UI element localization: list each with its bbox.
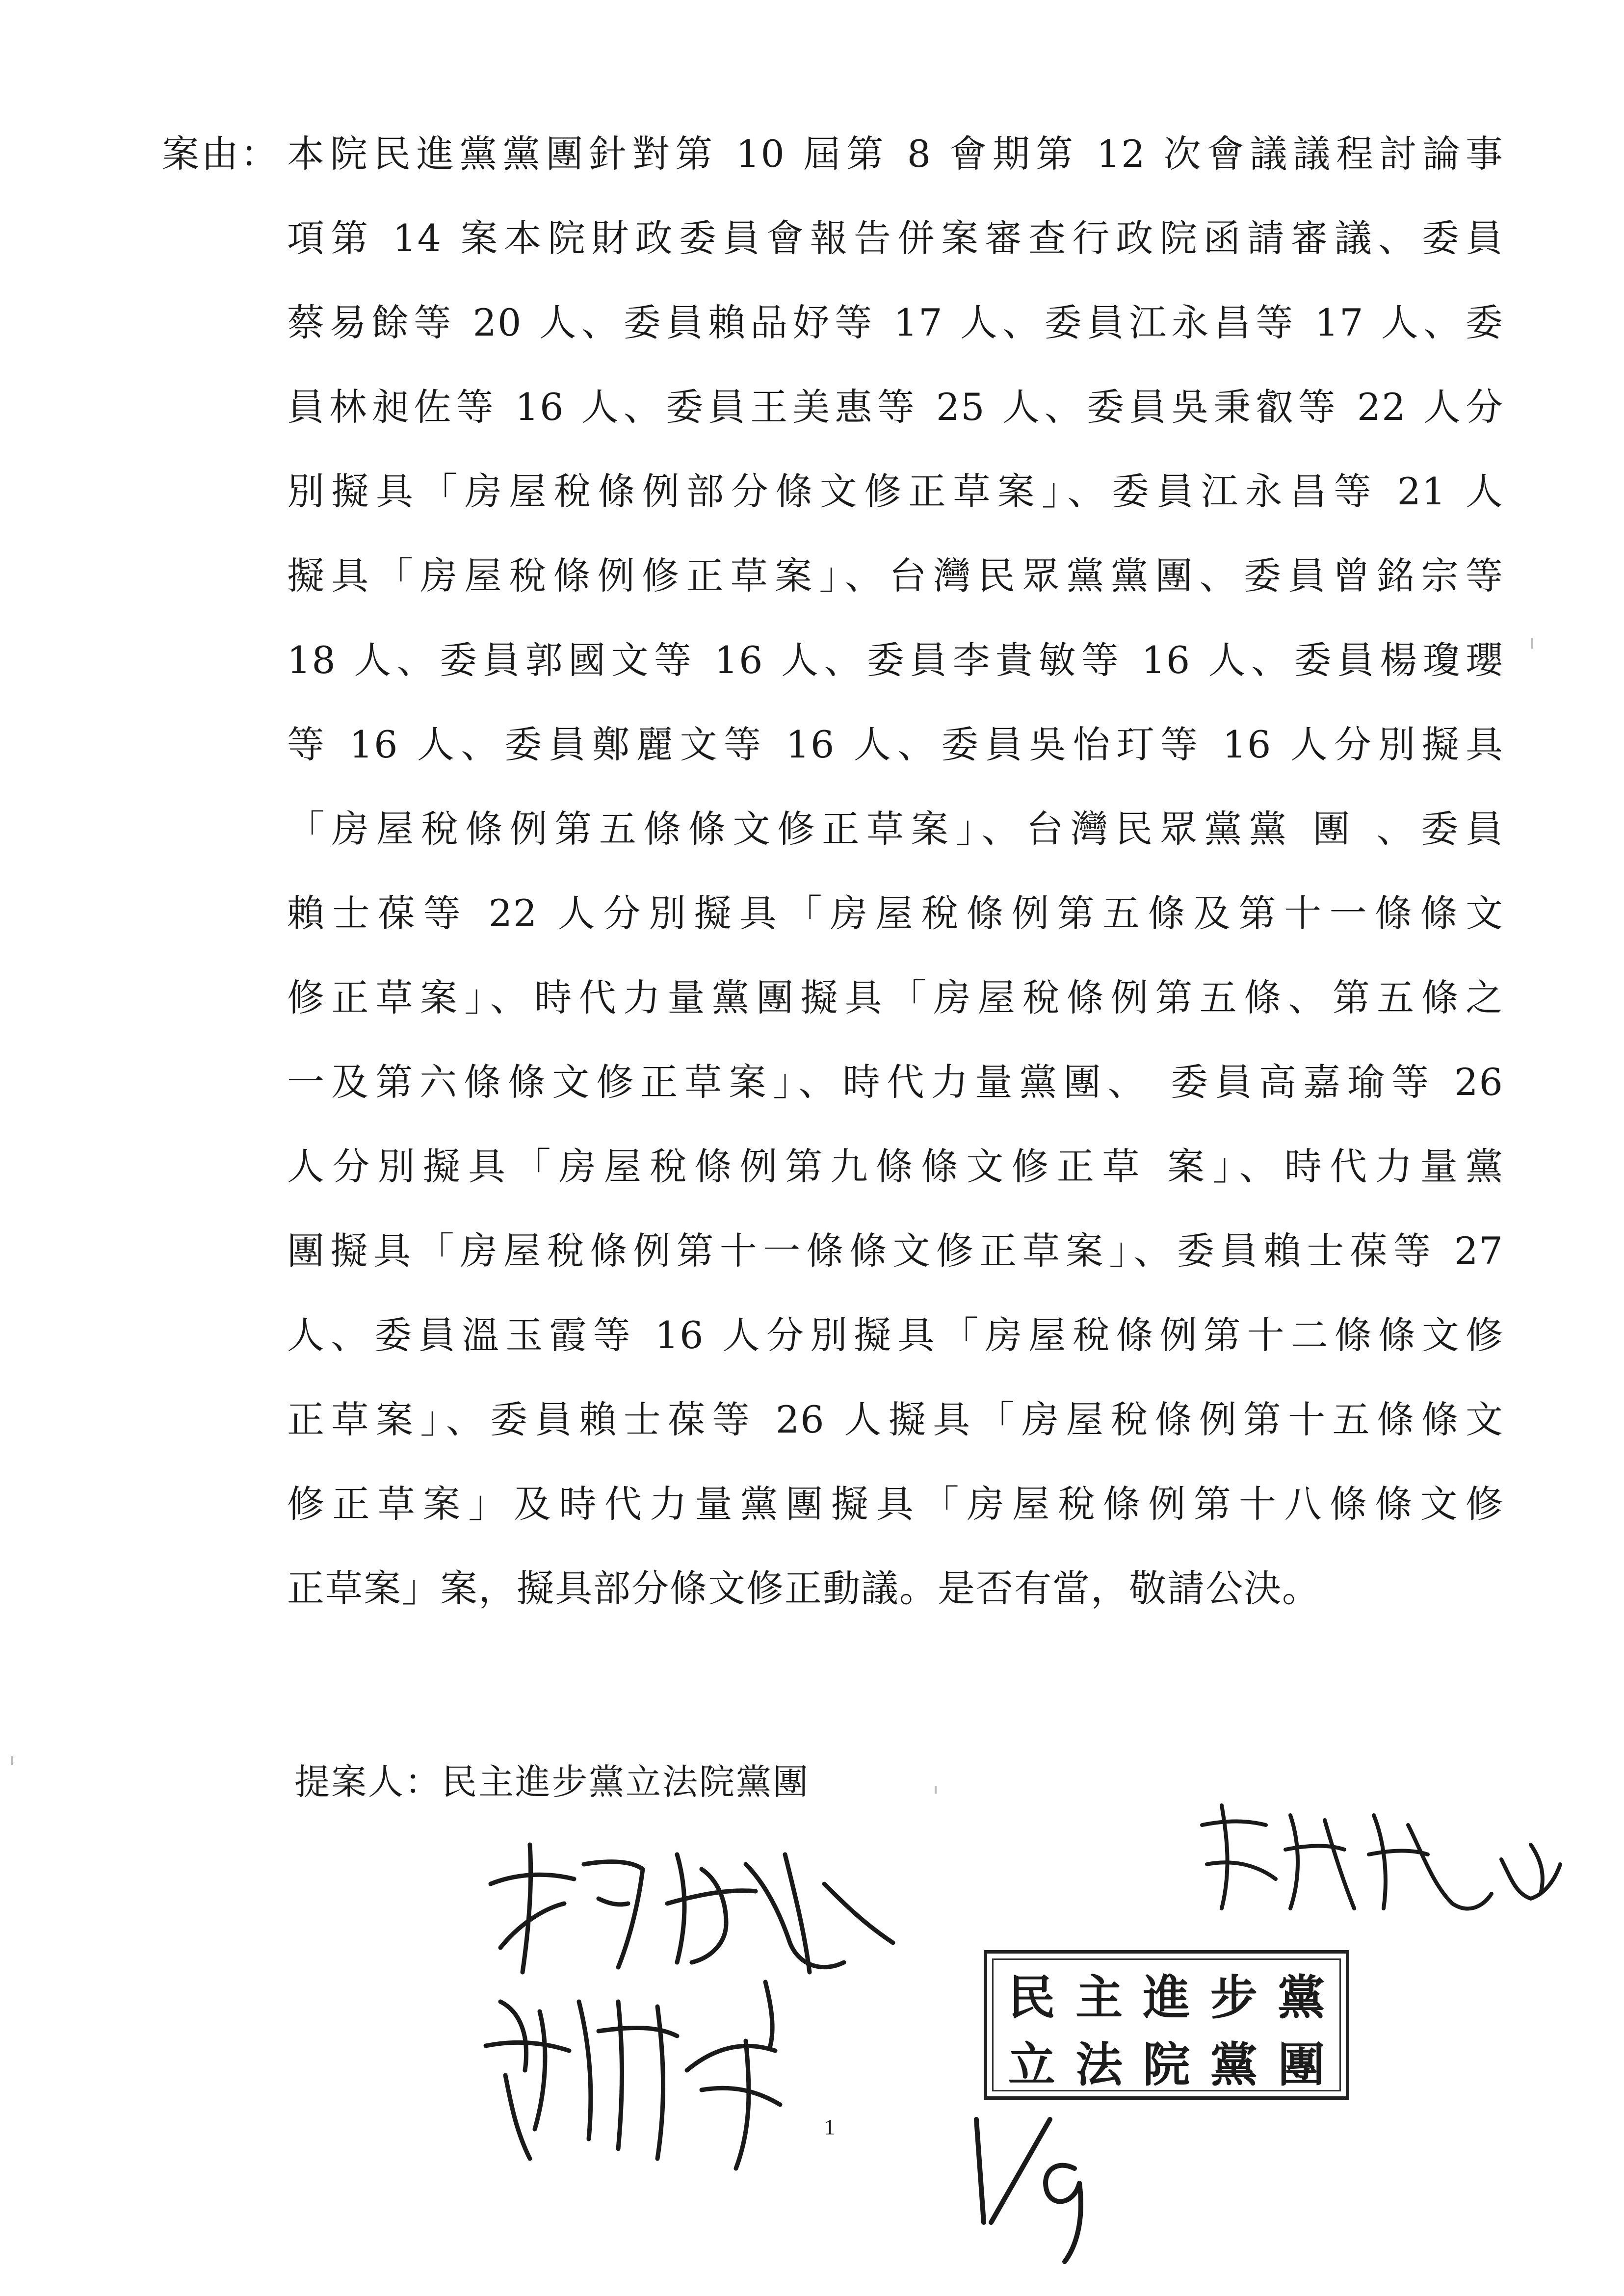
scan-speck <box>1531 638 1533 649</box>
case-body-line: 一及第六條條文修正草案」、時代力量黨團、 委員高嘉瑜等 26 <box>287 1060 1504 1104</box>
case-body-line: 項第 14 案本院財政委員會報告併案審查行政院函請審議、委員 <box>287 216 1504 260</box>
case-body-line: 修正草案」、時代力量黨團擬具「房屋稅條例第五條、第五條之 <box>287 976 1504 1019</box>
party-seal-stamp <box>984 1950 1349 2100</box>
case-body-line: 人、委員溫玉霞等 16 人分別擬具「房屋稅條例第十二條條文修 <box>287 1313 1504 1357</box>
handwritten-signature-2 <box>1187 1796 1590 1923</box>
case-body-line: 18 人、委員郭國文等 16 人、委員李貴敏等 16 人、委員楊瓊瓔 <box>287 638 1504 682</box>
stamp-inner-border <box>992 1958 1341 2091</box>
case-body-line: 擬具「房屋稅條例修正草案」、台灣民眾黨黨團、委員曾銘宗等 <box>287 554 1504 598</box>
stamp-char: 主 <box>1075 1970 1123 2025</box>
stamp-char: 團 <box>1278 2037 1325 2092</box>
stamp-char: 步 <box>1210 1970 1257 2025</box>
case-body-line: 蔡易餘等 20 人、委員賴品妤等 17 人、委員江永昌等 17 人、委 <box>287 301 1504 344</box>
stamp-char: 民 <box>1008 1970 1055 2025</box>
case-body-line: 「房屋稅條例第五條條文修正草案」、台灣民眾黨黨 團 、委員 <box>287 807 1504 851</box>
scan-speck <box>935 1786 937 1794</box>
case-body-line: 本院民進黨黨團針對第 10 屆第 8 會期第 12 次會議議程討論事 <box>287 132 1504 176</box>
stamp-char: 立 <box>1008 2037 1055 2092</box>
case-body-line: 員林昶佐等 16 人、委員王美惠等 25 人、委員吳秉叡等 22 人分 <box>287 385 1504 429</box>
case-body-line: 正草案」、委員賴士葆等 26 人擬具「房屋稅條例第十五條條文 <box>287 1398 1504 1441</box>
handwritten-signature-3 <box>471 1972 824 2178</box>
case-label: 案由： <box>162 132 280 176</box>
proposer-line: 提案人：民主進步黨立法院黨團 <box>294 1761 810 1802</box>
case-body-line: 別擬具「房屋稅條例部分條文修正草案」、委員江永昌等 21 人 <box>287 470 1504 513</box>
page-number: 1 <box>824 2115 835 2139</box>
stamp-char: 院 <box>1143 2037 1190 2092</box>
case-body-line: 等 16 人、委員鄭麗文等 16 人、委員吳怡玎等 16 人分別擬具 <box>287 723 1504 766</box>
scan-speck <box>11 1756 13 1765</box>
case-body-line: 人分別擬具「房屋稅條例第九條條文修正草 案」、時代力量黨 <box>287 1145 1504 1188</box>
case-body-line: 正草案」案，擬具部分條文修正動議。是否有當，敬請公決。 <box>287 1566 1320 1610</box>
case-body-line: 修正草案」及時代力量黨團擬具「房屋稅條例第十八條條文修 <box>287 1482 1504 1526</box>
stamp-char: 黨 <box>1278 1970 1325 2025</box>
stamp-char: 法 <box>1075 2037 1123 2092</box>
handwritten-signature-1 <box>471 1825 942 1992</box>
case-body-line: 團擬具「房屋稅條例第十一條條文修正草案」、委員賴士葆等 27 <box>287 1229 1504 1273</box>
handwritten-page-fraction <box>957 2100 1104 2267</box>
stamp-char: 黨 <box>1210 2037 1257 2092</box>
case-body-line: 賴士葆等 22 人分別擬具「房屋稅條例第五條及第十一條條文 <box>287 891 1504 935</box>
stamp-char: 進 <box>1143 1970 1190 2025</box>
